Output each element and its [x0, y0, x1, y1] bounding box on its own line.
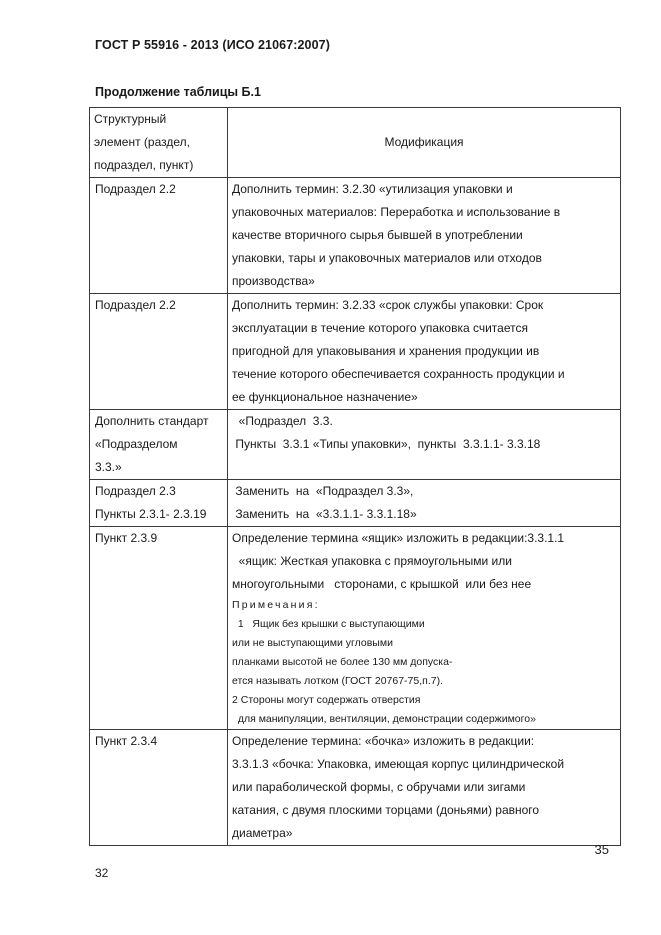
cell-line: Пункты 3.3.1 «Типы упаковки», пункты 3.3.1.1- 3.3.18 [232, 437, 541, 451]
modification-header: Модификация [228, 108, 621, 178]
cell-line: течение которого обеспечивается сохранность продукции и [232, 367, 565, 381]
page-number-left: 32 [95, 866, 109, 880]
cell-line: ее функциональное назначение» [232, 390, 418, 404]
cell-line: Дополнить термин: 3.2.33 «срок службы упаковки: Срок [232, 298, 544, 312]
cell-line: упаковочных материалов: Переработка и использование в [232, 205, 561, 219]
cell-line: Пункты 2.3.1- 2.3.19 [95, 507, 207, 521]
table-row [90, 410, 621, 480]
cell-line: Дополнить стандарт [95, 414, 209, 428]
cell-line: Подраздел 2.3 [95, 484, 176, 498]
cell-line: Дополнить термин: 3.2.30 «утилизация упаковки и [232, 182, 513, 196]
cell-line: катания, с двумя плоскими торцами (доньями) равного [232, 803, 540, 817]
structural-element-header [90, 108, 228, 178]
header-line: Структурный [94, 112, 167, 126]
cell-line: качестве вторичного сырья бывшей в употреблении [232, 228, 523, 242]
cell-line: «ящик: Жесткая упаковка с прямоугольными или [232, 554, 512, 568]
cell-line: Заменить на «Подраздел 3.3», [232, 484, 414, 498]
structural-element-cell [90, 527, 228, 730]
table-row [90, 178, 621, 294]
modification-cell [228, 730, 621, 846]
document-header: ГОСТ Р 55916 - 2013 (ИСО 21067:2007) [95, 38, 330, 52]
note-line: 1 Ящик без крышки с выступающими [232, 618, 425, 630]
cell-line: Подраздел 2.2 [95, 298, 176, 312]
cell-line: производства» [232, 274, 315, 288]
note-line: ется называть лотком (ГОСТ 20767-75,п.7). [232, 675, 444, 687]
modification-table [89, 107, 621, 846]
structural-element-cell [90, 294, 228, 410]
header-line: элемент (раздел, [94, 135, 190, 149]
modification-cell [228, 410, 621, 480]
modification-cell [228, 294, 621, 410]
cell-line: Заменить на «3.3.1.1- 3.3.1.18» [232, 507, 417, 521]
note-line: или не выступающими угловыми [232, 637, 393, 649]
table-header-row [90, 108, 621, 178]
cell-line: или параболической формы, с обручами или зигами [232, 780, 526, 794]
table-caption: Продолжение таблицы Б.1 [95, 85, 261, 99]
table-row [90, 730, 621, 846]
modification-cell [228, 480, 621, 527]
cell-line: диаметра» [232, 826, 293, 840]
cell-line: эксплуатации в течение которого упаковка считается [232, 321, 528, 335]
structural-element-cell [90, 410, 228, 480]
cell-line: Пункт 2.3.9 [95, 531, 158, 545]
cell-line: «Подразделом [95, 437, 178, 451]
cell-line: пригодной для упаковывания и хранения продукции ив [232, 344, 540, 358]
cell-line: 3.3.1.3 «бочка: Упаковка, имеющая корпус цилиндрической [232, 757, 565, 771]
cell-line: Определение термина «ящик» изложить в редакции:3.3.1.1 [232, 531, 565, 545]
note-title: Примечания: [232, 599, 320, 611]
table-row [90, 480, 621, 527]
note-line: планками высотой не более 130 мм допуска- [232, 656, 453, 668]
structural-element-cell [90, 480, 228, 527]
cell-line: 3.3.» [95, 460, 122, 474]
cell-line: «Подраздел 3.3. [232, 414, 333, 428]
note-line: для манипуляции, вентиляции, демонстрации содержимого» [232, 713, 536, 725]
page-number-right: 35 [594, 842, 609, 857]
cell-line: Определение термина: «бочка» изложить в редакции: [232, 734, 535, 748]
modification-cell [228, 178, 621, 294]
cell-line: многоугольными сторонами, с крышкой или без нее [232, 577, 532, 591]
structural-element-cell [90, 730, 228, 846]
header-line: подраздел, пункт) [94, 158, 194, 172]
modification-cell [228, 527, 621, 730]
cell-line: Подраздел 2.2 [95, 182, 176, 196]
table-row [90, 294, 621, 410]
cell-line: упаковки, тары и упаковочных материалов или отходов [232, 251, 542, 265]
table-row [90, 527, 621, 730]
note-line: 2 Стороны могут содержать отверстия [232, 694, 421, 706]
structural-element-cell [90, 178, 228, 294]
cell-line: Пункт 2.3.4 [95, 734, 158, 748]
